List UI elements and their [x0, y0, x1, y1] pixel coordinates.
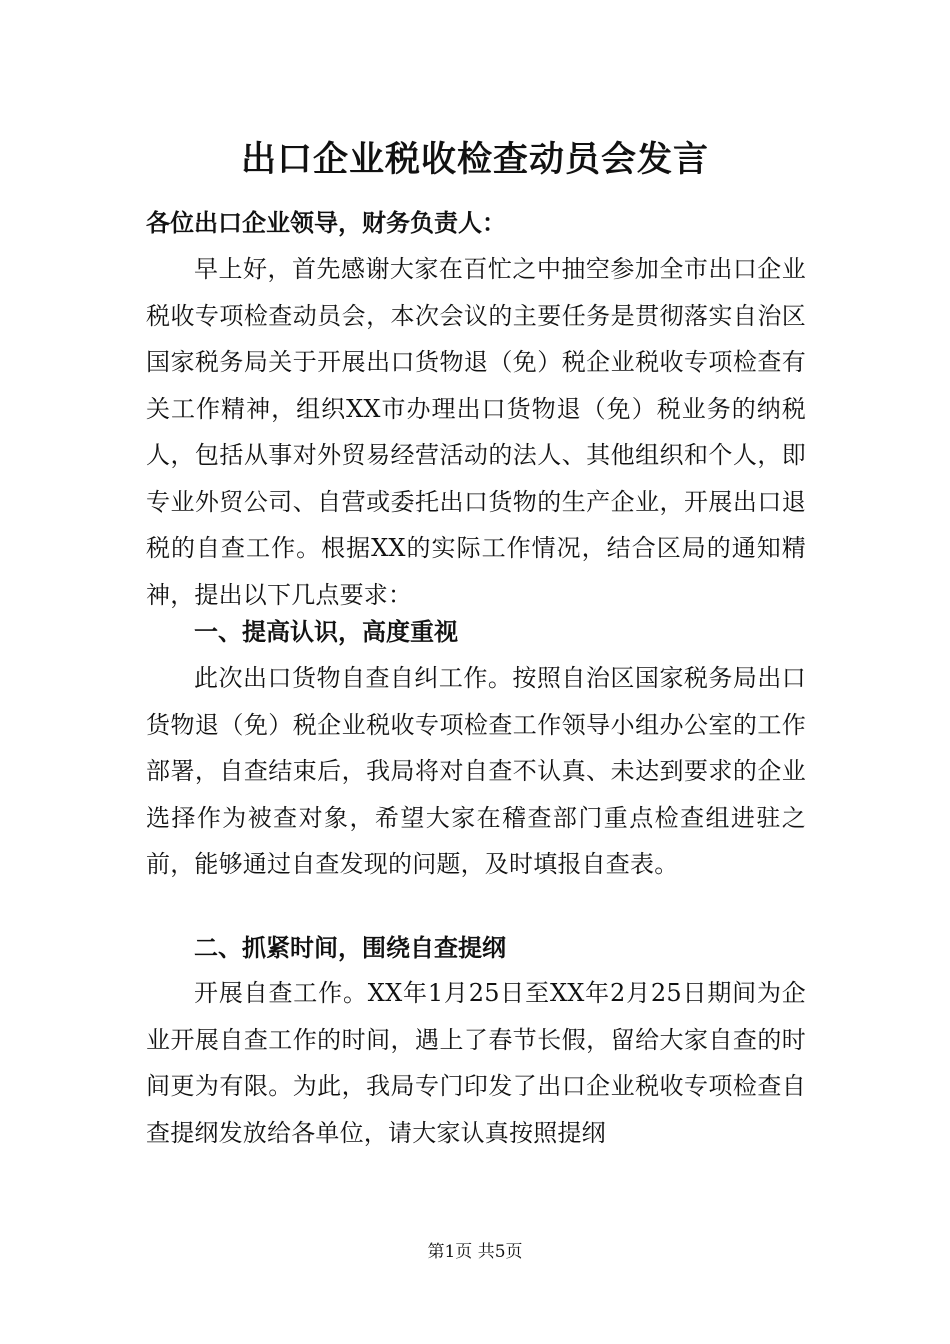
section-heading-1: 一、提高认识，高度重视 [194, 618, 458, 646]
salutation: 各位出口企业领导，财务负责人： [146, 209, 506, 237]
page-number-footer: 第1页 共5页 [427, 1242, 523, 1262]
section-heading-2: 二、抓紧时间，围绕自查提纲 [194, 934, 506, 962]
paragraph-3: 开展自查工作。XX年1月25日至XX年2月25日期间为企业开展自查工作的时间，遇上了春节长假，留给大家自查的时间更为有限。为此，我局专门印发了出口企业税收专项检查自查提纲发放给各单位，请大家认真按照提纲 [146, 979, 806, 1147]
document-title: 出口企业税收检查动员会发言 [240, 139, 709, 180]
paragraph-1: 早上好，首先感谢大家在百忙之中抽空参加全市出口企业税收专项检查动员会，本次会议的主要任务是贯彻落实自治区国家税务局关于开展出口货物退（免）税企业税收专项检查有关工作精神，组织XX市办理出口货物退（免）税业务的纳税人，包括从事对外贸易经营活动的法人、其他组织和个人，即专业外贸公司、自营或委托出口货物的生产企业，开展出口退税的自查工作。根据XX的实际工作情况，结合区局的通知精神，提出以下几点要求： [146, 255, 806, 609]
paragraph-2: 此次出口货物自查自纠工作。按照自治区国家税务局出口货物退（免）税企业税收专项检查工作领导小组办公室的工作部署，自查结束后，我局将对自查不认真、未达到要求的企业选择作为被查对象，希望大家在稽查部门重点检查组进驻之前，能够通过自查发现的问题，及时填报自查表。 [146, 664, 806, 878]
